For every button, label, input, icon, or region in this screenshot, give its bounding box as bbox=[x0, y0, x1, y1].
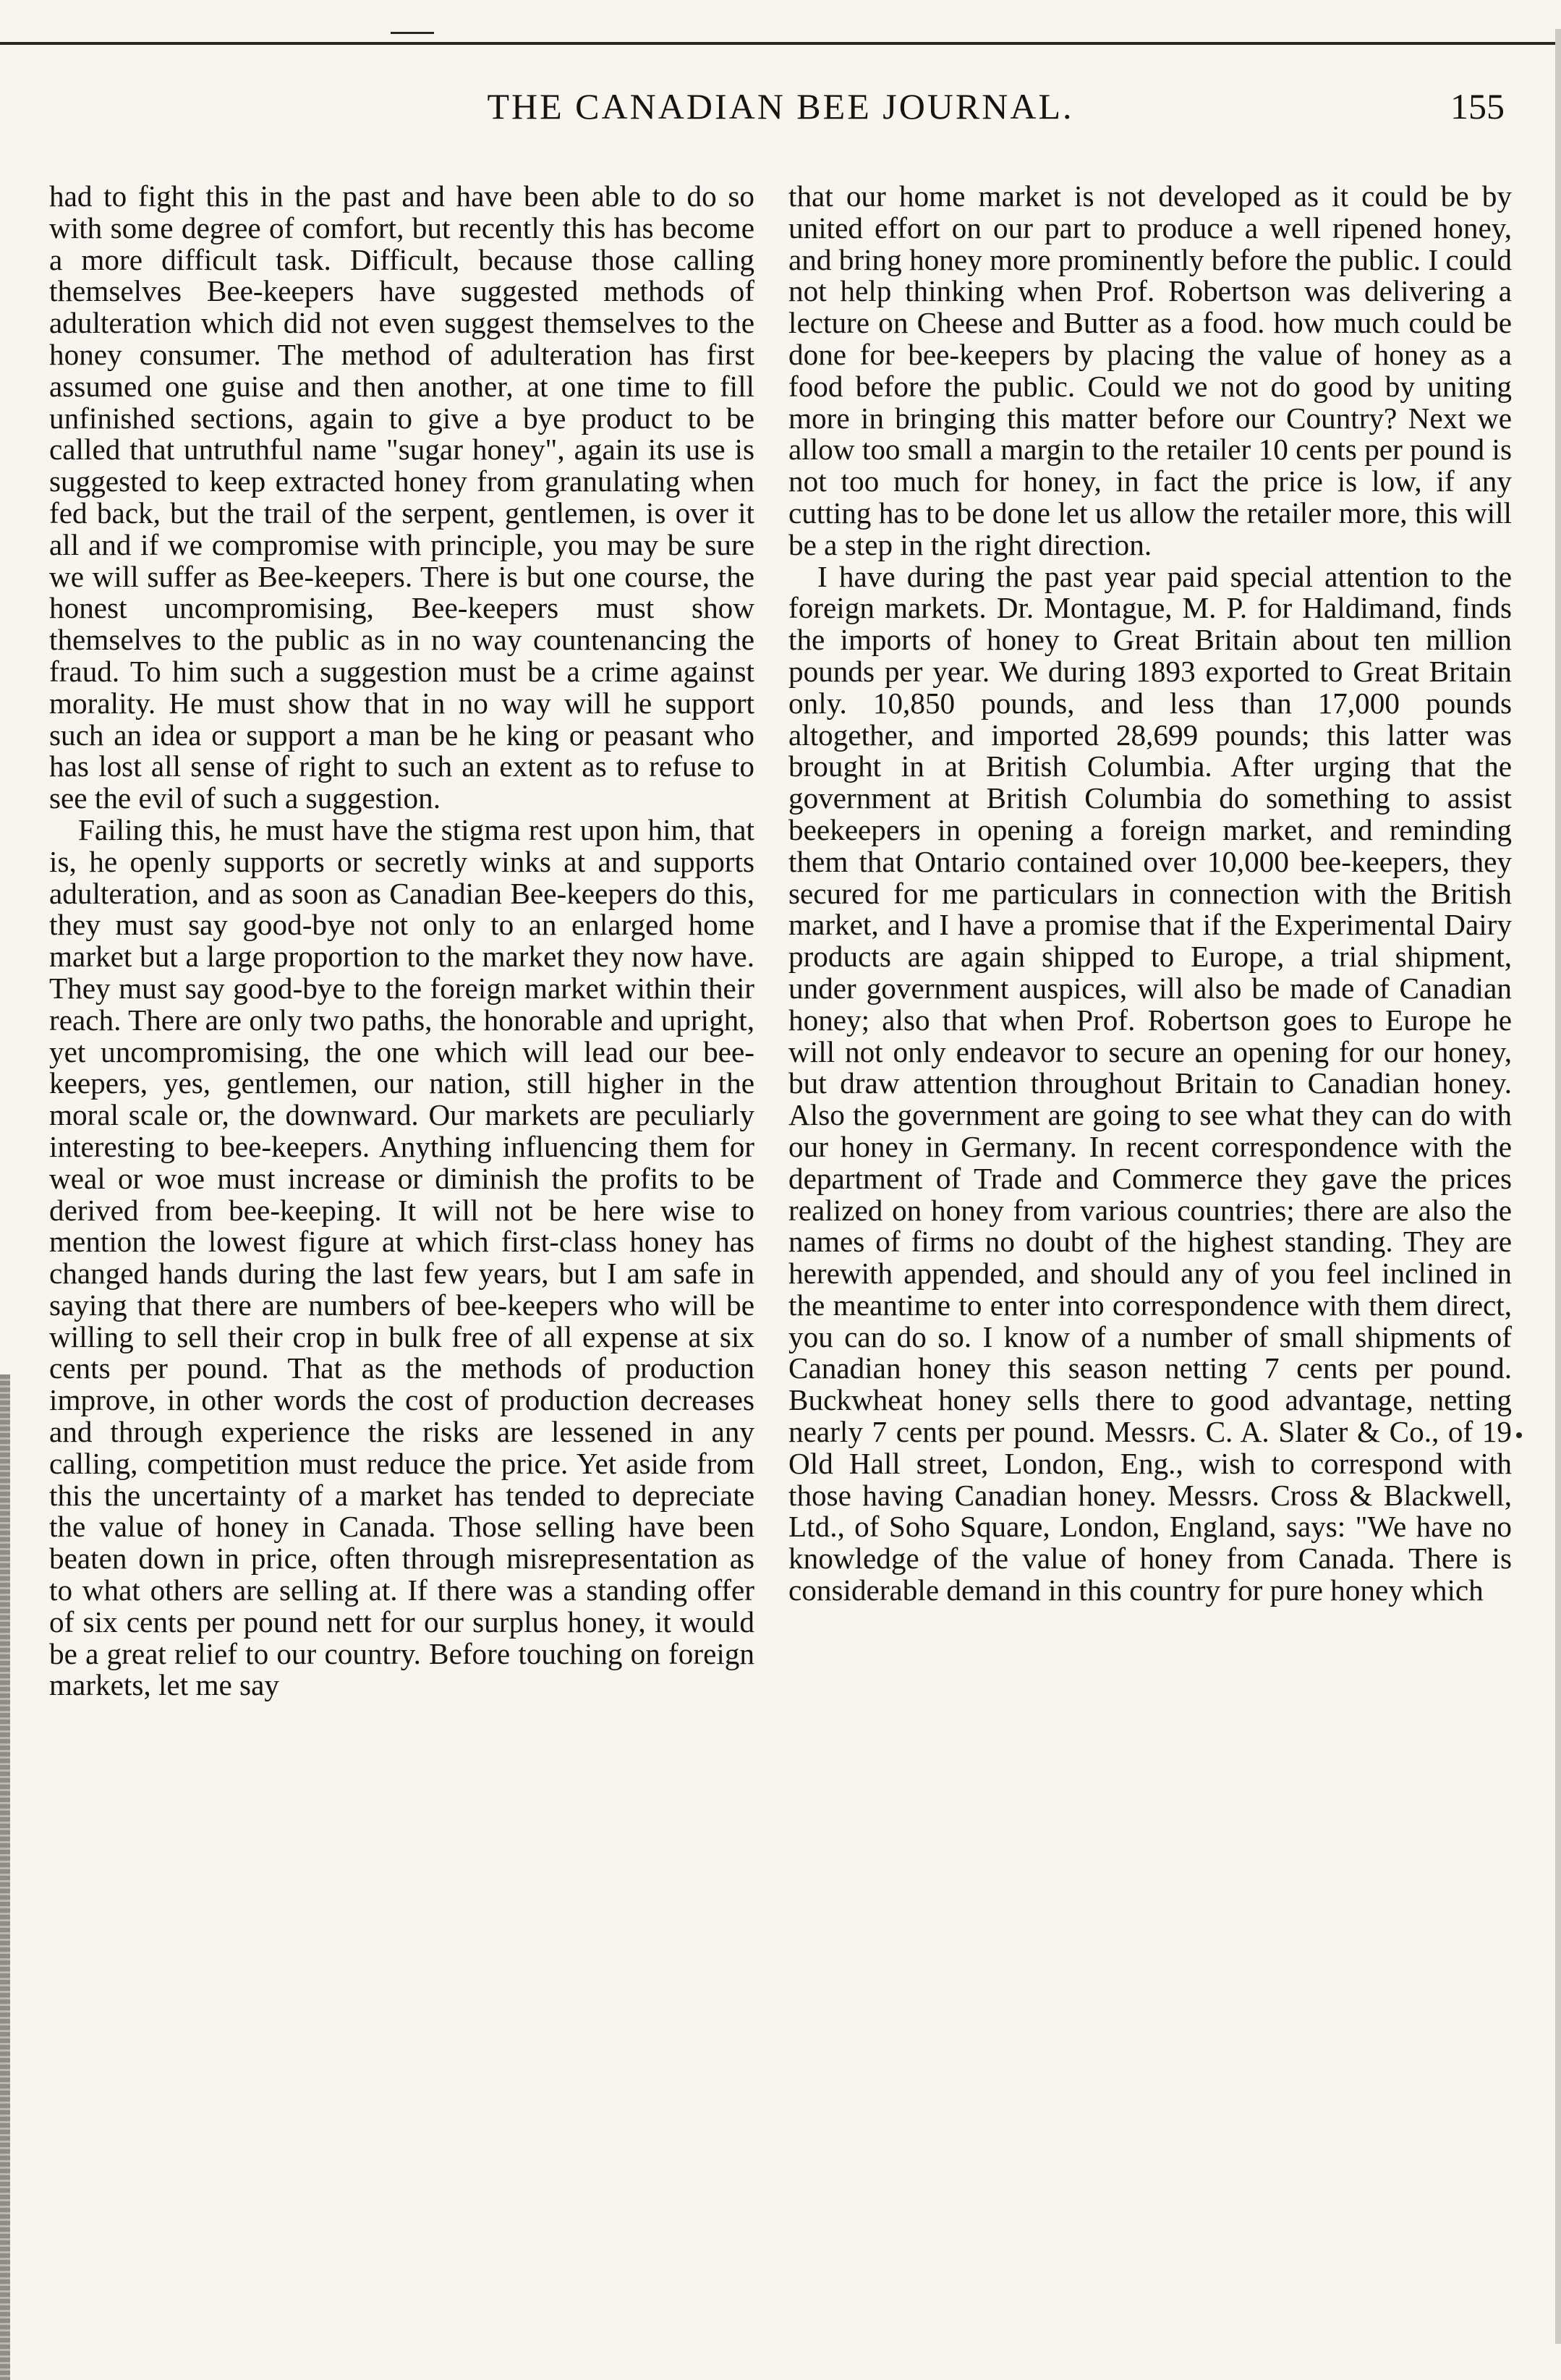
left-column bbox=[49, 181, 754, 2351]
page-edge bbox=[1555, 29, 1561, 2344]
page-number: 155 bbox=[1450, 86, 1505, 127]
margin-dot bbox=[1516, 1432, 1522, 1438]
top-rule bbox=[0, 42, 1561, 45]
top-rule-notch bbox=[391, 32, 434, 47]
paragraph: had to fight this in the past and have been able to do so with some degree of comfort, but recently this has become a more difficult task. Difficult, because those calling themselves Bee-keepers have suggested methods of adulteration which did not even suggest themselves to the honey consumer. The method of adulteration has first assumed one guise and then another, at one time to fill unfinished sections, again to give a bye product to be called that untruthful name "sugar honey", again its use is suggested to keep extracted honey from granulating when fed back, but the trail of the serpent, gentlemen, is over it all and if we compromise with principle, you may be sure we will suffer as Bee-keepers. There is but one course, the honest uncompromising, Bee-keepers must show themselves to the public as in no way countenancing the fraud. To him such a suggestion must be a crime against morality. He must show that in no way will he support such an idea or support a man be he king or peasant who has lost all sense of right to such an extent as to refuse to see the evil of such a suggestion. bbox=[49, 181, 754, 815]
paragraph: Failing this, he must have the stigma rest upon him, that is, he openly supports or secretly winks at and supports adulteration, and as soon as Canadian Bee-keepers do this, they must say good-bye not only to an enlarged home market but a large proportion to the market they now have. They must say good-bye to the foreign market within their reach. There are only two paths, the honorable and upright, yet uncompromising, the one which will lead our bee-keepers, yes, gentlemen, our nation, still higher in the moral scale or, the downward. Our markets are peculiarly interesting to bee-keepers. Anything influencing them for weal or woe must increase or diminish the profits to be derived from bee-keeping. It will not be here wise to mention the lowest figure at which first-class honey has changed hands during the last few years, but I am safe in saying that there are numbers of bee-keepers who will be willing to sell their crop in bulk free of all expense at six cents per pound. That as the methods of production improve, in other words the cost of production decreases and through experience the risks are lessened in any calling, competition must reduce the price. Yet aside from this the uncertainty of a market has tended to depreciate the value of honey in Canada. Those selling have been beaten down in price, often through misrepresentation as to what others are selling at. If there was a standing offer of six cents per pound nett for our surplus honey, it would be a great relief to our country. Before touching on foreign markets, let me say bbox=[49, 812, 754, 1702]
paragraph: that our home market is not developed as it could be by united effort on our part to produce a well ripened honey, and bring honey more prominently before the public. I could not help thinking when Prof. Robertson was delivering a lecture on Cheese and Butter as a food. how much could be done for bee-keepers by placing the value of honey as a food before the public. Could we not do good by uniting more in bringing this matter before our Country? Next we allow too small a margin to the retailer 10 cents per pound is not too much for honey, in fact the price is low, if any cutting has to be done let us allow the retailer more, this will be a step in the right direction. bbox=[788, 181, 1512, 561]
binding-edge bbox=[0, 1374, 10, 2380]
right-column bbox=[788, 181, 1512, 2351]
running-title: THE CANADIAN BEE JOURNAL. bbox=[487, 86, 1074, 127]
page-header bbox=[0, 85, 1561, 136]
paragraph: I have during the past year paid special attention to the foreign markets. Dr. Montague, M. P. for Haldimand, finds the imports of honey to Great Britain about ten million pounds per year. We during 1893 exported to Great Britain only. 10,850 pounds, and less than 17,000 pounds altogether, and imported 28,699 pounds; this latter was brought in at British Columbia. After urging that the government at British Columbia do something to assist beekeepers in opening a foreign market, and reminding them that Ontario contained over 10,000 bee-keepers, they secured for me particulars in connection with the British market, and I have a promise that if the Experimental Dairy products are again shipped to Europe, a trial shipment, under government auspices, will also be made of Canadian honey; also that when Prof. Robertson goes to Europe he will not only endeavor to secure an opening for our honey, but draw attention throughout Britain to Canadian honey. Also the government are going to see what they can do with our honey in Germany. In recent correspondence with the department of Trade and Commerce they gave the prices realized on honey from various countries; there are also the names of firms no doubt of the highest standing. They are herewith appended, and should any of you feel inclined in the meantime to enter into correspondence with them direct, you can do so. I know of a number of small shipments of Canadian honey this season netting 7 cents per pound. Buckwheat honey sells there to good advantage, netting nearly 7 cents per pound. Messrs. C. A. Slater & Co., of 19 Old Hall street, London, Eng., wish to correspond with those having Canadian honey. Messrs. Cross & Blackwell, Ltd., of Soho Square, London, England, says: "We have no knowledge of the value of honey from Canada. There is considerable demand in this country for pure honey which bbox=[788, 559, 1512, 1607]
